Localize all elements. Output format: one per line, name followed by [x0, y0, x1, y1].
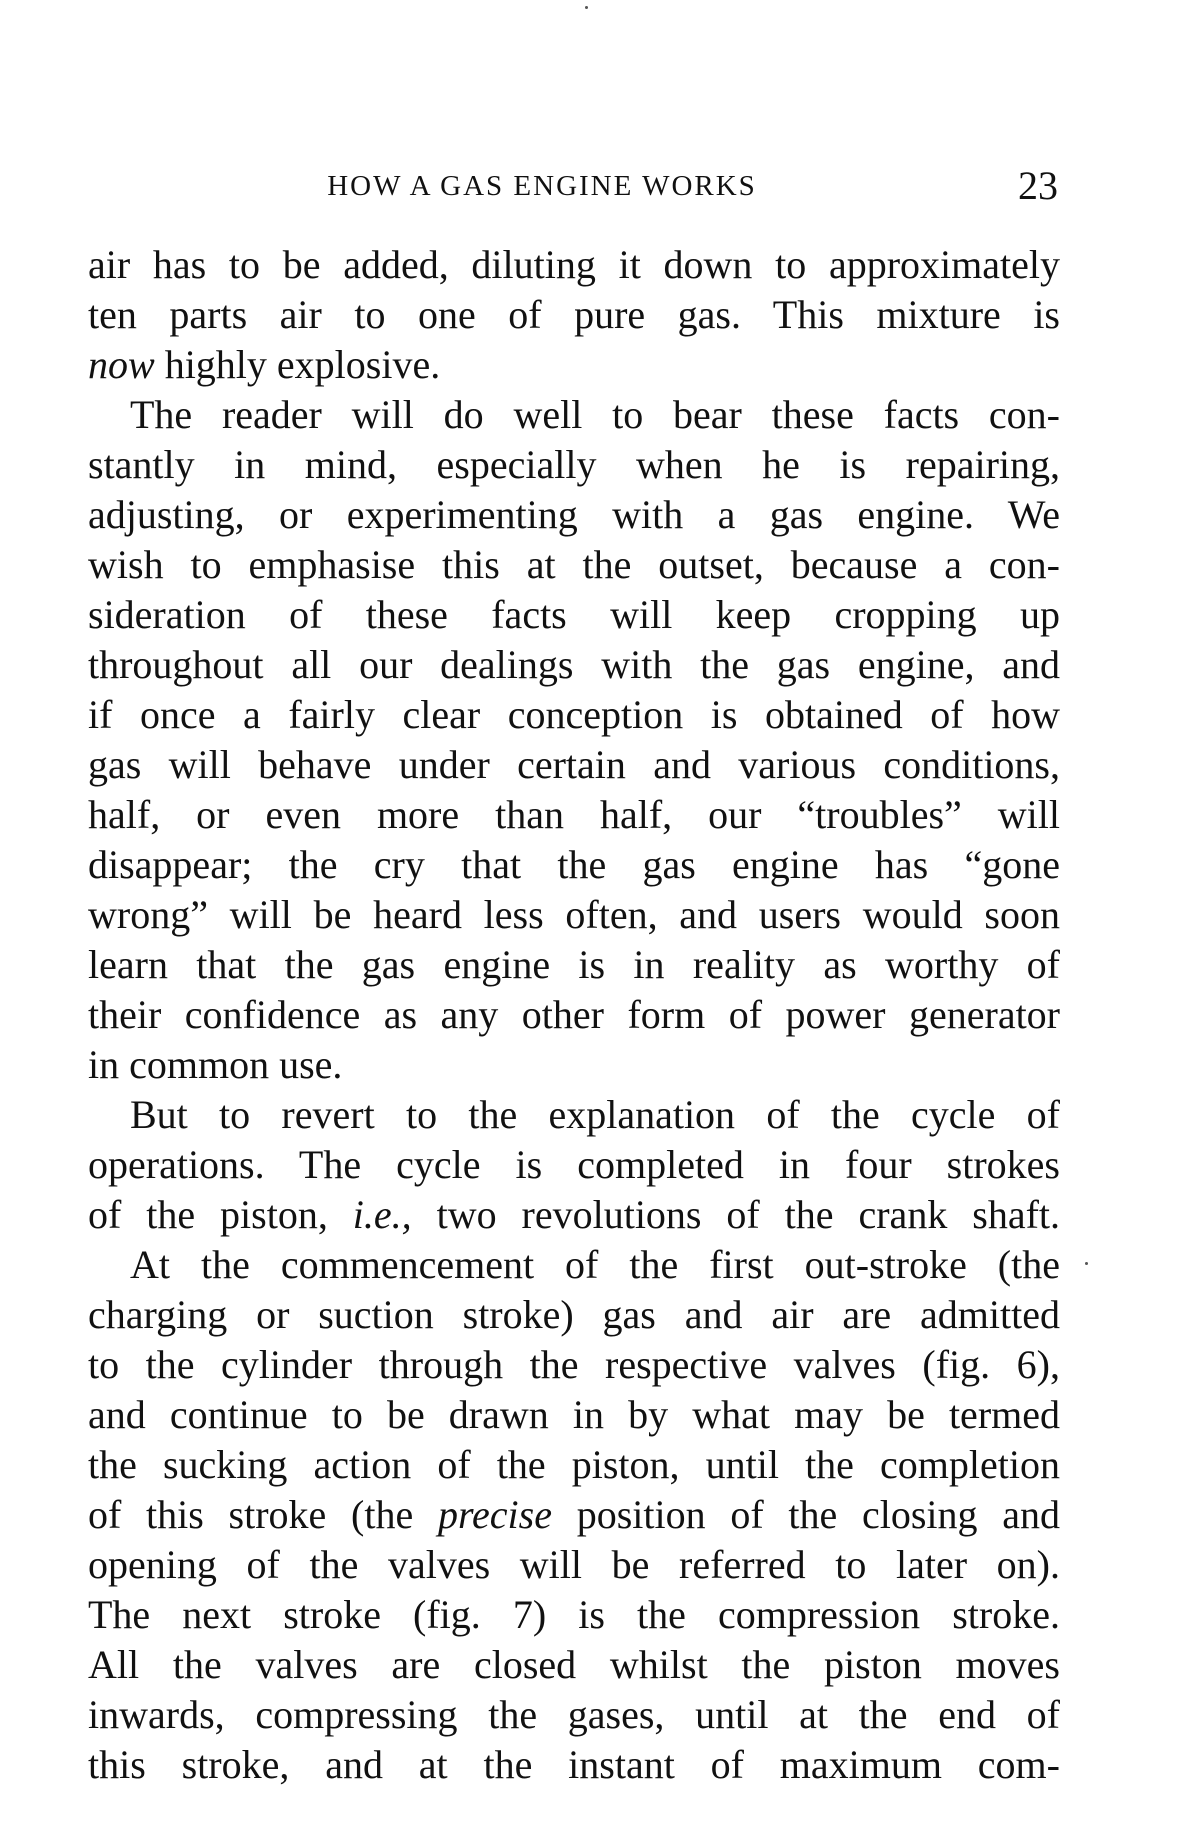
text-line: But to revert to the explanation of the cycle of: [130, 1092, 1060, 1137]
text-line: now highly explosive.: [88, 342, 441, 387]
text-line: gas will behave under certain and various conditions,: [88, 742, 1060, 787]
text-line: of this stroke (the precise position of the closing and: [88, 1492, 1060, 1537]
text-line: ten parts air to one of pure gas. This mixture is: [88, 292, 1060, 337]
text-line: in common use.: [88, 1042, 343, 1087]
text-line: of the piston, i.e., two revolutions of the crank shaft.: [88, 1192, 1060, 1237]
text-line: if once a fairly clear conception is obtained of how: [88, 692, 1060, 737]
text-line: wish to emphasise this at the outset, because a con-: [88, 542, 1060, 587]
text-line: air has to be added, diluting it down to approximately: [88, 242, 1060, 287]
text-line: half, or even more than half, our “troubles” will: [88, 792, 1060, 837]
text-line: All the valves are closed whilst the piston moves: [88, 1642, 1060, 1687]
page-number: 23: [1018, 163, 1058, 208]
body-text: [88, 240, 1060, 1790]
text-line: inwards, compressing the gases, until at the end of: [88, 1692, 1060, 1737]
text-line: opening of the valves will be referred to later on).: [88, 1542, 1060, 1587]
text-line: stantly in mind, especially when he is repairing,: [88, 442, 1060, 487]
text-line: charging or suction stroke) gas and air are admitted: [88, 1292, 1060, 1337]
text-line: and continue to be drawn in by what may be termed: [88, 1392, 1060, 1437]
running-title: HOW A GAS ENGINE WORKS: [327, 170, 757, 202]
text-line: The next stroke (fig. 7) is the compression stroke.: [88, 1592, 1060, 1637]
text-line: At the commencement of the first out-stroke (the: [130, 1242, 1060, 1287]
text-line: The reader will do well to bear these facts con-: [130, 392, 1060, 437]
text-line: their confidence as any other form of power generator: [88, 992, 1060, 1037]
text-line: learn that the gas engine is in reality as worthy of: [88, 942, 1060, 987]
text-line: this stroke, and at the instant of maximum com-: [88, 1742, 1060, 1787]
text-line: the sucking action of the piston, until the completion: [88, 1442, 1060, 1487]
text-line: disappear; the cry that the gas engine has “gone: [88, 842, 1060, 887]
text-line: throughout all our dealings with the gas engine, and: [88, 642, 1060, 687]
text-line: sideration of these facts will keep cropping up: [88, 592, 1060, 637]
running-head: [92, 162, 1058, 212]
print-speck: [585, 6, 588, 9]
text-line: to the cylinder through the respective valves (fig. 6),: [88, 1342, 1060, 1387]
print-speck: [1085, 1262, 1088, 1265]
text-line: wrong” will be heard less often, and users would soon: [88, 892, 1060, 937]
text-line: operations. The cycle is completed in four strokes: [88, 1142, 1060, 1187]
text-line: adjusting, or experimenting with a gas engine. We: [88, 492, 1060, 537]
